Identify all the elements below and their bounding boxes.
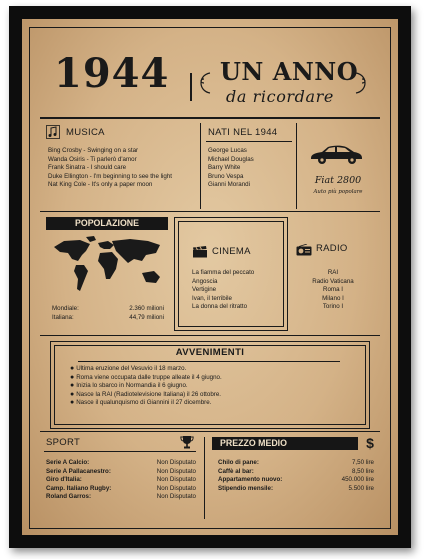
list-item: Roma I	[323, 286, 343, 294]
sport-title: SPORT	[46, 437, 81, 448]
list-item: Barry White	[208, 164, 241, 172]
prezzo-table	[218, 459, 374, 493]
table-row: Caffè al bar: 8,50 lire	[218, 467, 374, 475]
auto-caption: Auto più popolare	[313, 189, 363, 195]
list-item: Bruno Vespa	[208, 172, 244, 180]
musica-title: MUSICA	[66, 127, 105, 138]
list-item: Michael Douglas	[208, 155, 254, 163]
title-sub: da ricordare	[226, 87, 334, 106]
avvenimenti-list	[70, 365, 222, 408]
list-item: RAI	[327, 269, 339, 276]
list-item: Frank Sinatra - I should care	[48, 164, 127, 172]
popolazione-value: 2.360 milioni	[129, 305, 164, 312]
table-row: Serie A Calcio: Non Disputato	[46, 459, 196, 466]
section-rule-3	[40, 431, 380, 432]
cinema-title: CINEMA	[212, 246, 251, 257]
prezzo-title: PREZZO MEDIO	[212, 437, 358, 450]
table-row: Giro d'Italia: Non Disputato	[46, 476, 196, 484]
list-item: Vertigine	[192, 286, 217, 294]
table-row: Chilo di pane: 7,50 lire	[218, 459, 374, 466]
poster-paper	[22, 19, 398, 535]
radio-icon	[296, 243, 312, 261]
list-item: Angoscia	[192, 277, 218, 285]
nati-rule	[206, 141, 292, 142]
list-item: Nat King Cole - It's only a paper moon	[48, 181, 153, 189]
title-main: UN ANNO	[220, 57, 359, 86]
poster-frame	[9, 6, 411, 548]
flourish-right-icon	[354, 71, 372, 100]
table-row: Roland Garros: Non Disputato	[46, 493, 196, 501]
popolazione-table	[52, 305, 164, 322]
popolazione-row-mondiale	[52, 305, 164, 314]
section-rule-1	[40, 211, 380, 212]
music-note-icon	[46, 125, 60, 144]
list-item: ● Inizia lo sbarco in Normandia il 6 giugno.	[70, 382, 188, 390]
list-item: Wanda Osiris - Ti parlerò d'amor	[48, 155, 137, 163]
avvenimenti-title: AVVENIMENTI	[175, 347, 245, 358]
list-item: Radio Vaticana	[312, 277, 354, 285]
clapperboard-icon	[192, 245, 208, 263]
sport-divider	[204, 437, 205, 519]
list-item: Duke Ellington - I'm beginning to see the light	[48, 172, 172, 180]
year-title: 1944	[54, 50, 170, 97]
musica-list	[48, 147, 198, 190]
radio-title: RADIO	[316, 243, 348, 254]
table-row: Stipendio mensile: 5.500 lire	[218, 484, 374, 492]
radio-list	[298, 269, 368, 312]
header-rule	[40, 117, 380, 119]
popolazione-value: 44,79 milioni	[129, 313, 164, 321]
sport-table	[46, 459, 196, 502]
flourish-left-icon	[194, 71, 212, 100]
header-divider	[190, 73, 192, 101]
list-item: ● Roma viene occupata dalle truppe alleate il 4 giugno.	[70, 373, 222, 381]
cinema-list	[192, 269, 254, 312]
table-row: Serie A Pallacanestro: Non Disputato	[46, 467, 196, 475]
table-row: Appartamento nuovo: 450.000 lire	[218, 476, 374, 484]
list-item: Milano I	[322, 294, 344, 302]
list-item: Ivan, il terribile	[192, 294, 232, 302]
avvenimenti-rule	[78, 361, 340, 362]
list-item: Torino I	[322, 303, 344, 311]
popolazione-row-italiana	[52, 314, 164, 323]
list-item: ● Nasce il qualunquismo di Giannini il 27 dicembre.	[70, 399, 212, 407]
musica-divider	[200, 123, 201, 209]
list-item: La donna del ritratto	[192, 303, 248, 311]
nati-divider	[296, 123, 297, 209]
list-item: ● Ultima eruzione del Vesuvio il 18 marzo.	[70, 365, 187, 372]
list-item: Gianni Morandi	[208, 181, 250, 189]
list-item: George Lucas	[208, 147, 247, 154]
world-map-icon	[50, 235, 166, 300]
nati-title: NATI NEL 1944	[208, 127, 278, 138]
popolazione-title: POPOLAZIONE	[46, 217, 168, 230]
table-row: Camp. Italiano Rugby: Non Disputato	[46, 484, 196, 492]
nati-list	[208, 147, 254, 190]
list-item: Bing Crosby - Swinging on a star	[48, 147, 139, 154]
auto-name: Fiat 2800	[314, 175, 362, 186]
section-rule-2	[40, 335, 380, 336]
sport-rule	[44, 451, 196, 452]
list-item: ● Nasce la RAI (Radiotelevisione Italiana) il 26 ottobre.	[70, 390, 221, 398]
popolazione-label: Italiana:	[52, 313, 74, 321]
list-item: La fiamma del peccato	[192, 269, 255, 276]
car-icon	[308, 143, 364, 170]
dollar-icon: $	[366, 435, 374, 451]
popolazione-label: Mondiale:	[52, 305, 79, 312]
